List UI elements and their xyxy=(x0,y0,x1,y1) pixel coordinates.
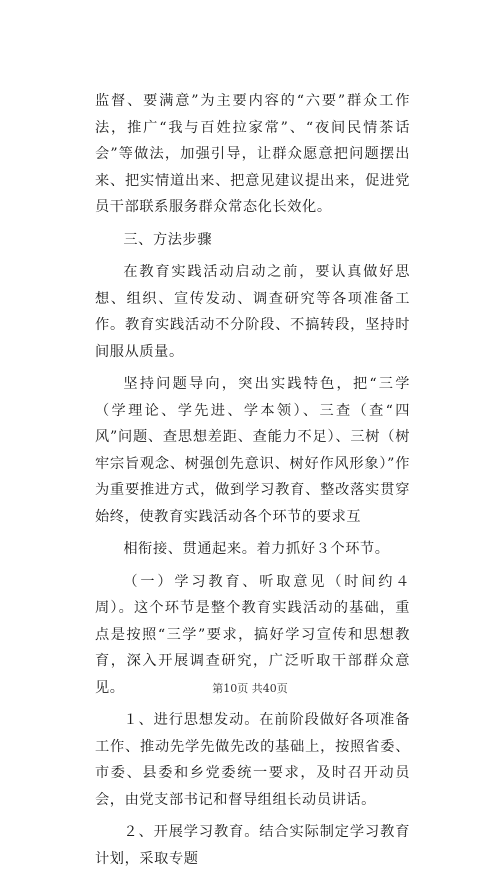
paragraph-5: 相衔接、贯通起来。着力抓好３个环节。 xyxy=(123,541,390,557)
document-body xyxy=(95,88,410,878)
paragraph-6: （一）学习教育、听取意见（时间约４周）。这个环节是整个教育实践活动的基础，重点是按照“三学”要求，搞好学习宣传和思想教育，深入开展调查研究，广泛听取干部群众意见。 xyxy=(95,573,410,696)
paragraph-7: １、进行思想发动。在前阶段做好各项准备工作、推动先学先做先改的基础上，按照省委、市委、县委和乡党委统一要求，及时召开动员会，由党支部书记和督导组组长动员讲话。 xyxy=(95,712,410,808)
paragraph-3: 在教育实践活动启动之前，要认真做好思想、组织、宣传发动、调查研究等各项准备工作。教育实践活动不分阶段、不搞转段，坚持时间服从质量。 xyxy=(95,264,410,360)
section-heading: 三、方法步骤 xyxy=(123,231,213,248)
paragraph-1: 监督、要满意”为主要内容的“六要”群众工作法，推广“我与百姓拉家常”、“夜间民情茶话会”等做法，加强引导，让群众愿意把问题摆出来、把实情道出来、把意见建议提出来，促进党员干部联系服务群众常态化长效化。 xyxy=(95,93,410,215)
paragraph-8: ２、开展学习教育。结合实际制定学习教育计划，采取专题 xyxy=(95,824,410,867)
page-number-footer: 第10页 共40页 xyxy=(212,682,288,695)
paragraph-4: 坚持问题导向，突出实践特色，把“三学（学理论、学先进、学本领）、三查（查“四风”问题、查思想差距、查能力不足）、三树（树牢宗旨观念、树强创先意识、树好作风形象）”作为重要推进方式，做到学习教育、整改落实贯穿始终，使教育实践活动各个环节的要求互 xyxy=(95,376,410,525)
